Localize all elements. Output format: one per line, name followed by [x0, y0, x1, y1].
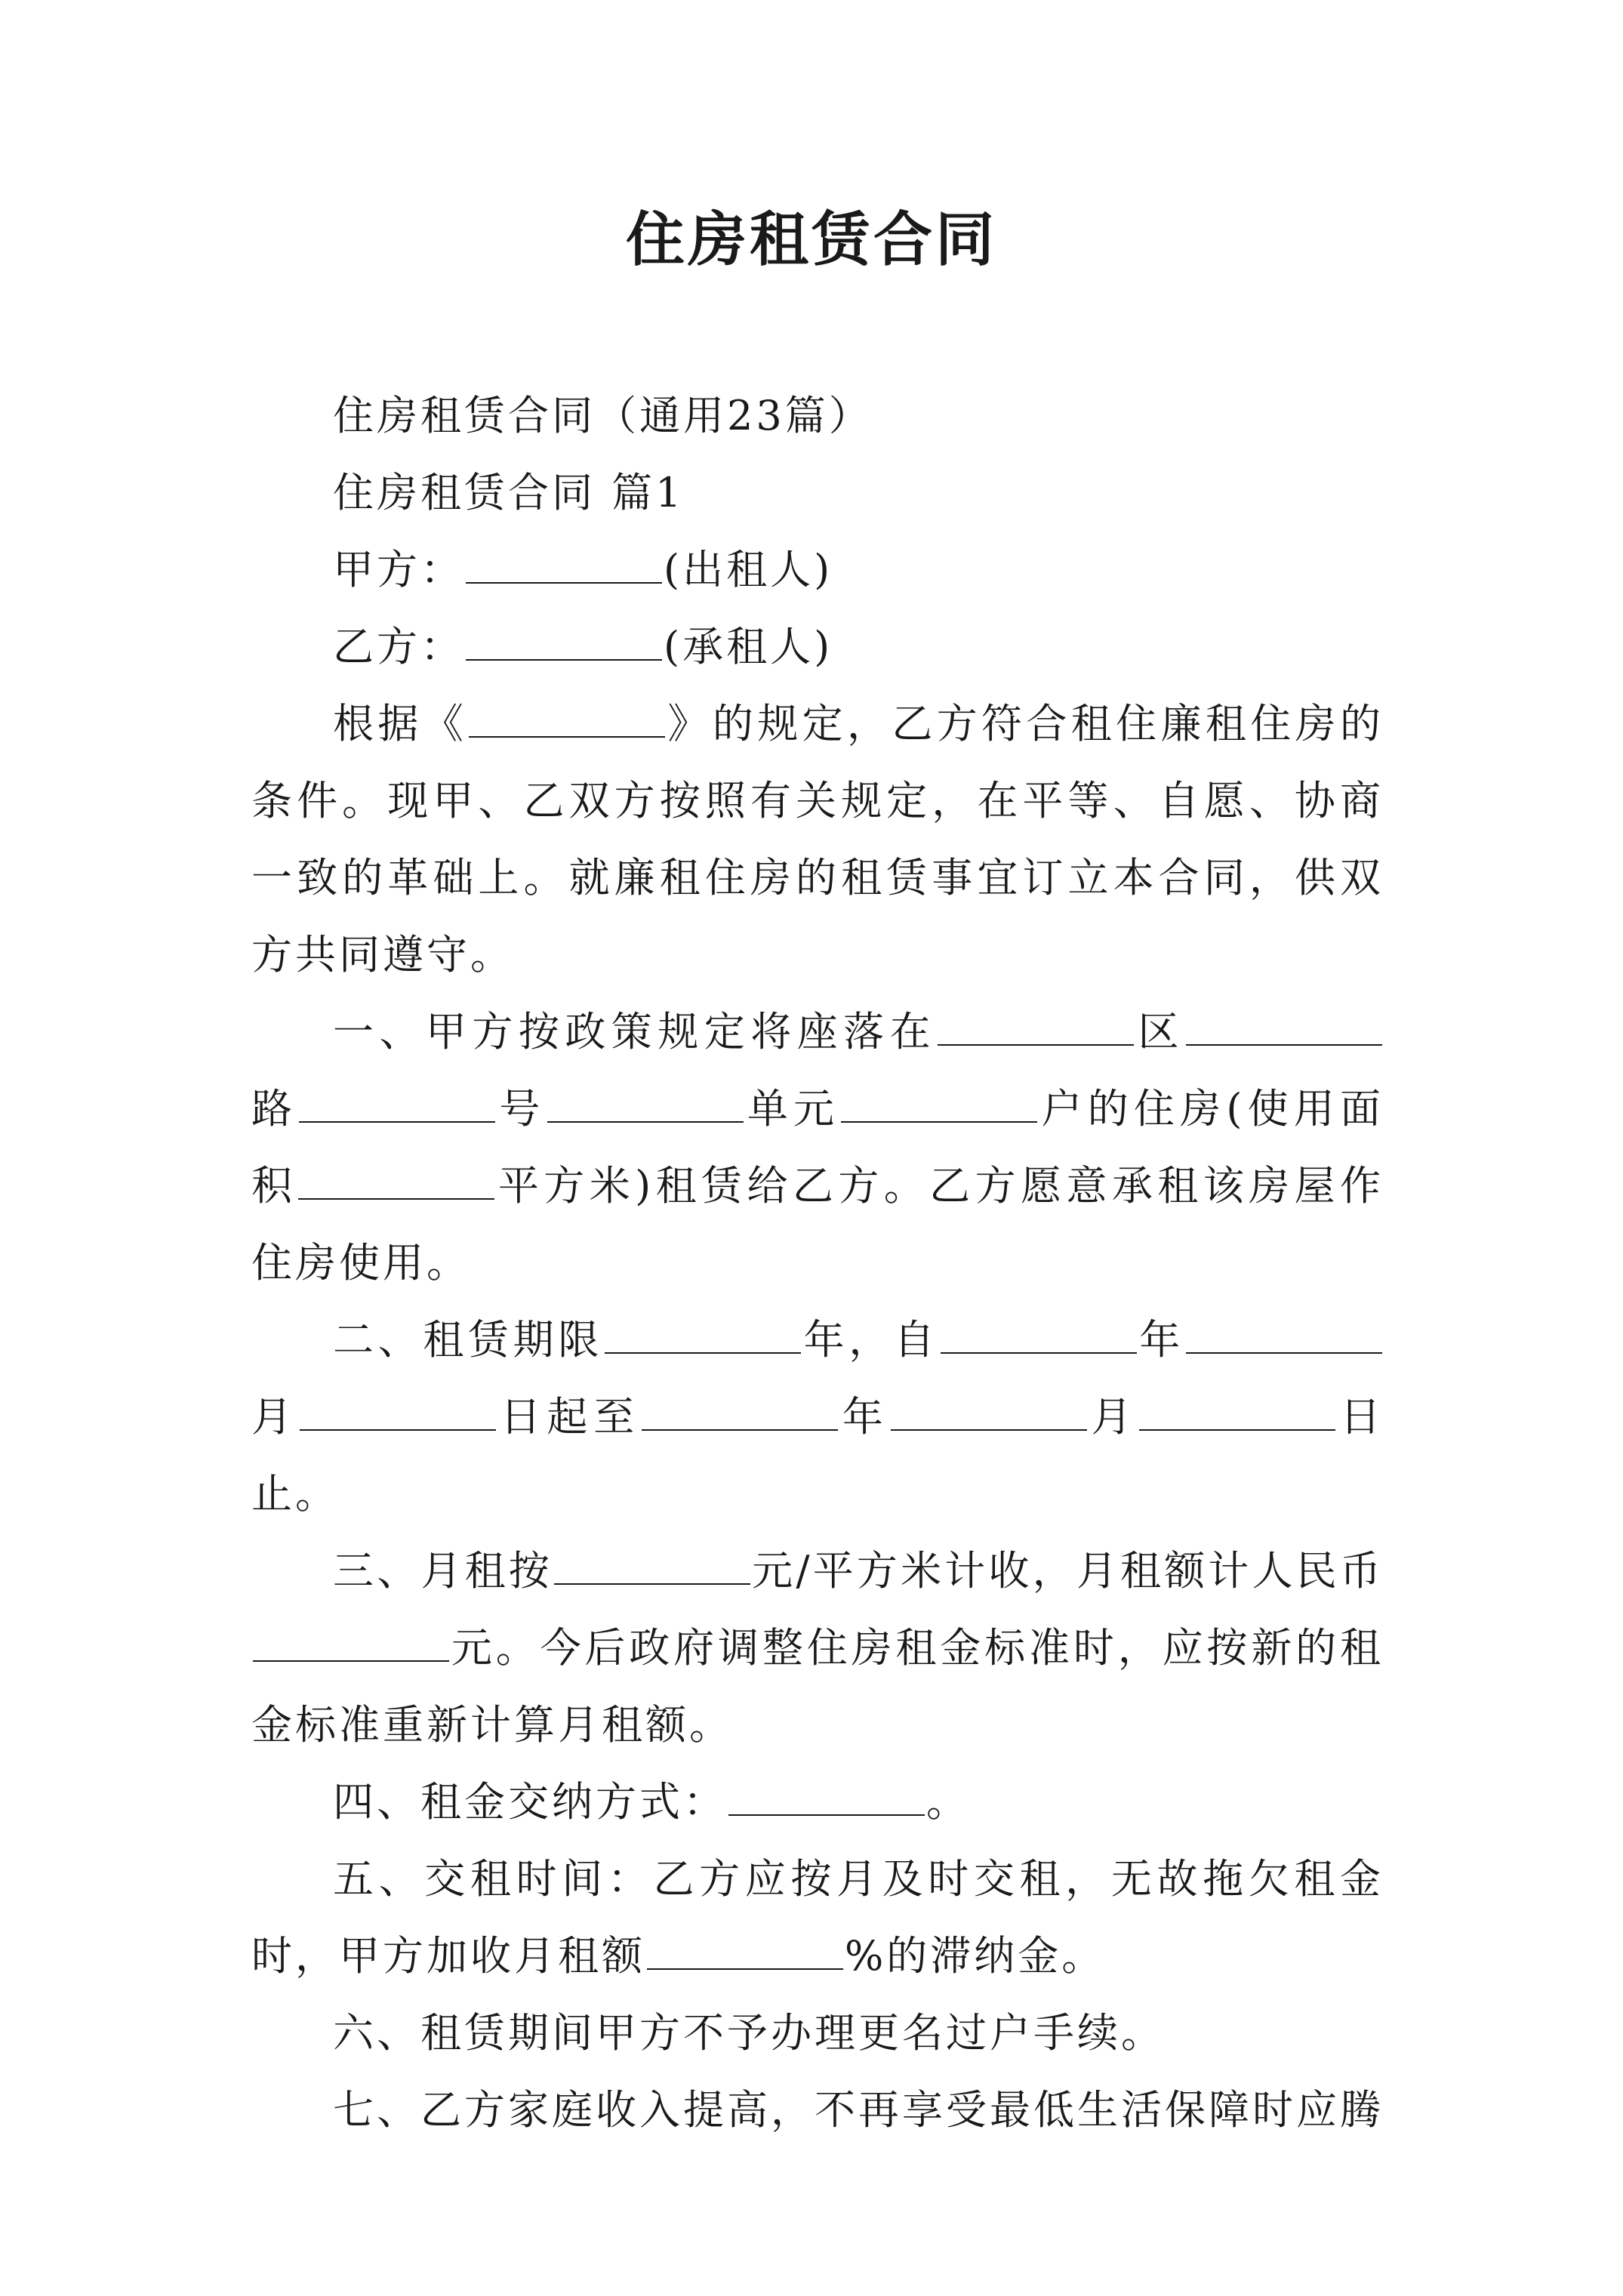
clause-2-text-8: 日止。	[251, 1393, 1384, 1518]
preamble-paragraph	[251, 686, 1384, 994]
monthly-rent-blank	[253, 1615, 449, 1662]
clause-2-text-2: 年，自	[802, 1316, 939, 1364]
clause-2	[251, 1302, 1384, 1533]
clause-2-text-5: 日起至	[497, 1393, 641, 1441]
clause-2-text-1: 二、租赁期限	[333, 1316, 603, 1364]
clause-2-text-4: 月	[251, 1393, 298, 1441]
clause-6: 六、租赁期间甲方不予办理更名过户手续。	[333, 2009, 1165, 2057]
clause-4-text-2: 。	[926, 1778, 970, 1826]
number-blank	[299, 1076, 495, 1123]
area-blank	[298, 1153, 494, 1200]
clause-1	[251, 994, 1384, 1302]
end-day-blank	[1139, 1384, 1335, 1431]
clause-5	[251, 1841, 1384, 1995]
clause-1-text-2: 区	[1135, 1008, 1185, 1056]
party-a-blank	[466, 537, 662, 584]
late-fee-blank	[647, 1923, 843, 1970]
clause-1-text-3: 路	[251, 1085, 298, 1133]
clause-4-text-1: 四、租金交纳方式：	[333, 1778, 727, 1826]
district-blank	[938, 999, 1134, 1046]
term-years-blank	[605, 1307, 801, 1354]
clause-2-text-7: 月	[1088, 1393, 1138, 1441]
clause-5-text-1: 五、交租时间：乙方应按月及时交租，无故拖欠租金时，甲方加收月租额	[251, 1855, 1384, 1980]
rate-blank	[554, 1538, 750, 1585]
clause-1-text-1: 一、甲方按政策规定将座落在	[333, 1008, 937, 1056]
unit-blank	[547, 1076, 744, 1123]
start-day-blank	[300, 1384, 496, 1431]
clause-1-text-4: 号	[497, 1085, 546, 1133]
clause-3	[251, 1533, 1384, 1764]
clause-2-text-3: 年	[1138, 1316, 1185, 1364]
clause-3-text-2: 元/平方米计收，月租额计人民币	[751, 1547, 1384, 1595]
party-b-role: (承租人)	[664, 623, 833, 670]
preamble-text-2: 》的规定，乙方符合租住廉租住房的条件。现甲、乙双方按照有关规定，在平等、自愿、协商一致的革础上。就廉租住房的租赁事宜订立本合同，供双方共同遵守。	[251, 700, 1384, 978]
clause-7: 七、乙方家庭收入提高，不再享受最低生活保障时应腾	[333, 2086, 1384, 2134]
payment-method-blank	[728, 1769, 925, 1816]
road-blank	[1186, 999, 1382, 1046]
clause-1-text-5: 单元	[744, 1085, 840, 1133]
document-title: 住房租赁合同	[625, 205, 997, 274]
clause-1-text-7: 平方米)租赁给乙方。乙方愿意承租该房屋作住房使用。	[251, 1162, 1384, 1287]
start-year-blank	[941, 1307, 1137, 1354]
section-heading: 住房租赁合同 篇1	[333, 469, 685, 516]
party-a-role: (出租人)	[664, 546, 833, 593]
preamble-text-1: 根据《	[333, 700, 468, 747]
clause-3-text-3: 元。今后政府调整住房租金标准时，应按新的租金标准重新计算月租额。	[251, 1624, 1384, 1749]
end-year-blank	[642, 1384, 838, 1431]
party-b-line	[251, 609, 1384, 686]
clause-1-text-6: 户的住房(使用面积	[251, 1085, 1384, 1210]
party-b-label: 乙方：	[333, 623, 464, 670]
party-a-label: 甲方：	[333, 546, 464, 593]
clause-2-text-6: 年	[839, 1393, 889, 1441]
party-b-blank	[466, 614, 662, 661]
household-blank	[841, 1076, 1037, 1123]
clause-4	[251, 1764, 1384, 1841]
party-a-line	[251, 532, 1384, 609]
end-month-blank	[891, 1384, 1087, 1431]
law-name-blank	[469, 691, 665, 738]
document-body	[251, 378, 1384, 2149]
start-month-blank	[1186, 1307, 1382, 1354]
clause-5-text-2: %的滞纳金。	[845, 1932, 1106, 1980]
clause-3-text-1: 三、月租按	[333, 1547, 553, 1595]
subtitle: 住房租赁合同（通用23篇）	[333, 392, 873, 439]
